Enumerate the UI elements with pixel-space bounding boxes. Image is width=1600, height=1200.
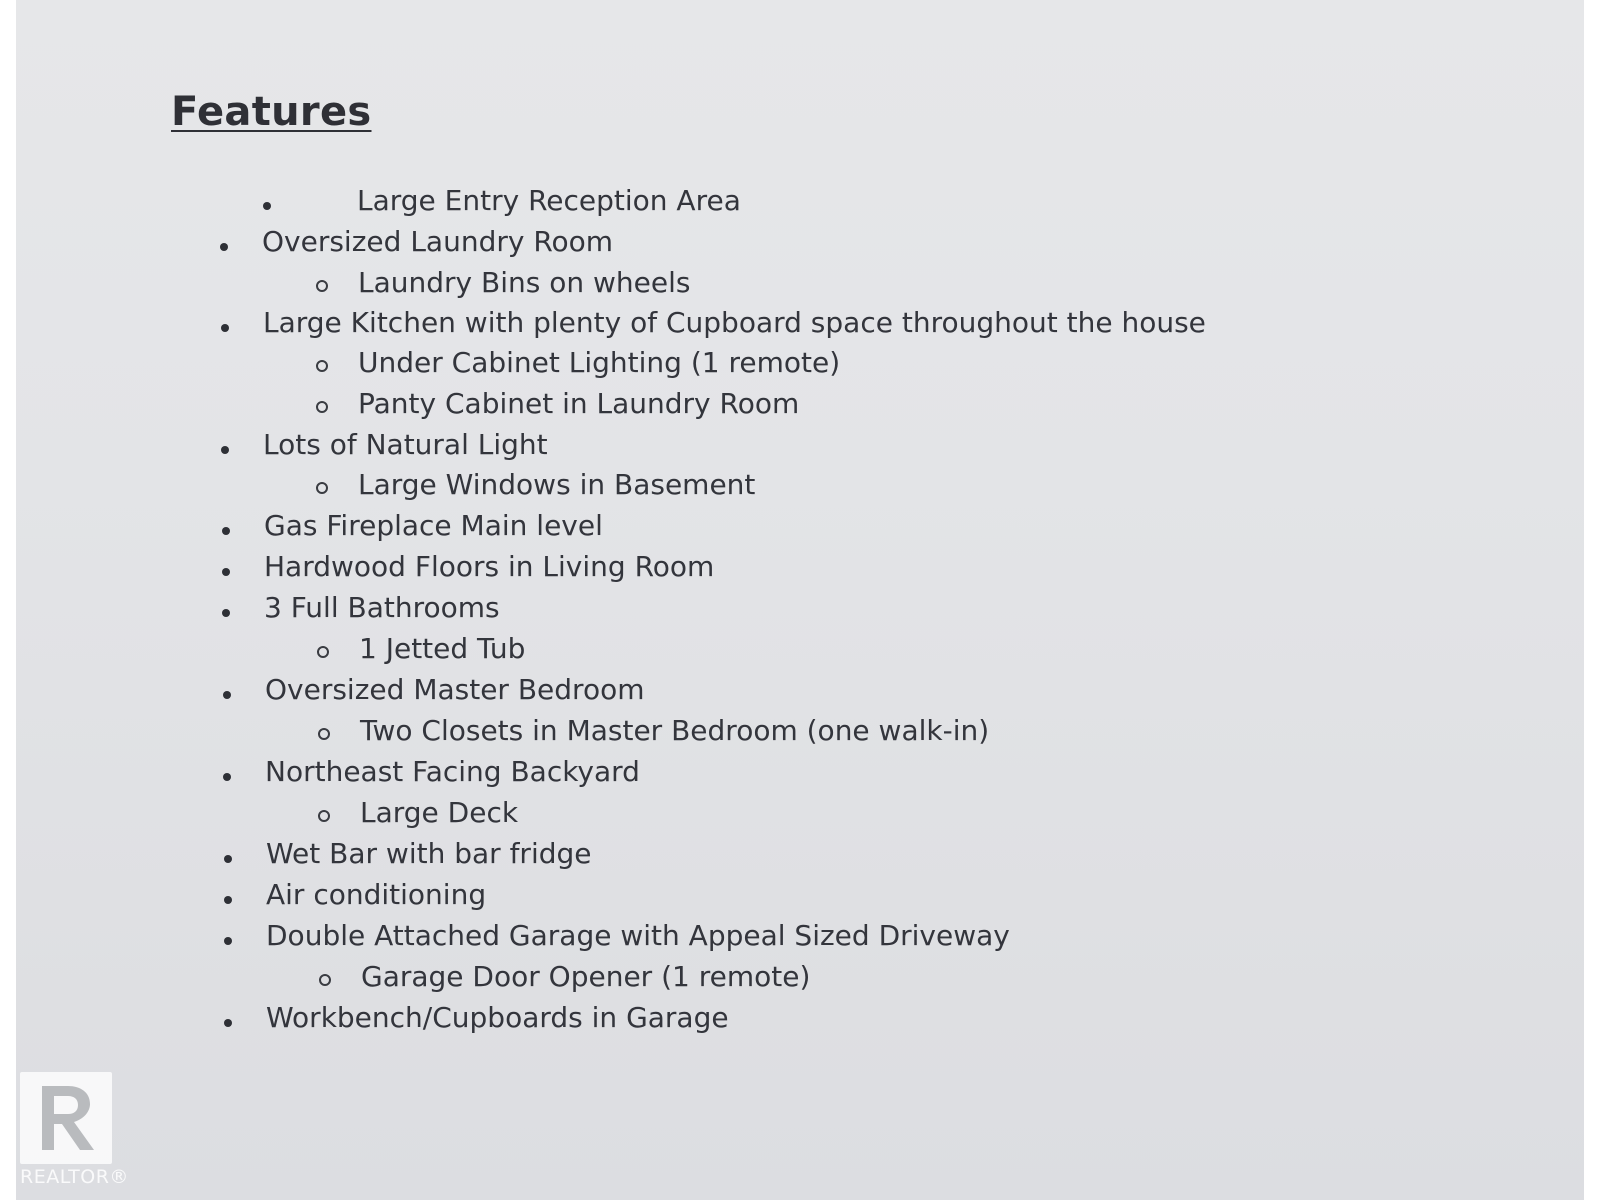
sub-list-item: [358, 467, 755, 503]
sub-list-item: [359, 631, 525, 667]
item-text: Double Attached Garage with Appeal Sized Driveway: [266, 919, 1010, 952]
bullet-icon: [224, 855, 232, 863]
item-text: Garage Door Opener (1 remote): [361, 960, 811, 993]
list-item: [263, 427, 548, 463]
item-text: Large Kitchen with plenty of Cupboard space throughout the house: [263, 306, 1206, 339]
list-item: [266, 918, 1010, 954]
sub-list-item: [358, 345, 840, 381]
item-text: 1 Jetted Tub: [359, 632, 526, 665]
item-text: Large Deck: [360, 796, 519, 829]
item-text: Large Windows in Basement: [358, 468, 756, 501]
document-photo: [16, 0, 1584, 1200]
bullet-icon: [263, 202, 271, 210]
item-text: Large Entry Reception Area: [357, 184, 741, 217]
item-text: Laundry Bins on wheels: [358, 266, 691, 299]
list-item: [266, 836, 592, 872]
bullet-icon: [224, 896, 232, 904]
bullet-icon: [222, 527, 230, 535]
features-list: [16, 0, 1584, 1200]
circle-bullet-icon: [318, 728, 330, 740]
list-item: [264, 508, 603, 544]
list-item: [265, 754, 640, 790]
list-item: [265, 672, 644, 708]
bullet-icon: [221, 446, 229, 454]
item-text: Workbench/Cupboards in Garage: [266, 1001, 729, 1034]
list-item: [357, 183, 741, 219]
sub-list-item: [358, 386, 799, 422]
item-text: Under Cabinet Lighting (1 remote): [358, 346, 841, 379]
bullet-icon: [223, 773, 231, 781]
list-item: [264, 549, 714, 585]
item-text: Panty Cabinet in Laundry Room: [358, 387, 800, 420]
list-item: [266, 1000, 729, 1036]
bullet-icon: [223, 691, 231, 699]
sub-list-item: [361, 959, 810, 995]
item-text: Oversized Laundry Room: [262, 225, 614, 258]
circle-bullet-icon: [319, 974, 331, 986]
circle-bullet-icon: [316, 401, 328, 413]
bullet-icon: [224, 937, 232, 945]
list-item: [264, 590, 500, 626]
item-text: Northeast Facing Backyard: [265, 755, 640, 788]
sub-list-item: [360, 713, 989, 749]
list-item: [263, 305, 1206, 341]
realtor-r-logo-icon: [32, 1082, 100, 1154]
item-text: Air conditioning: [266, 878, 487, 911]
sub-list-item: [358, 265, 690, 301]
item-text: Lots of Natural Light: [263, 428, 548, 461]
bullet-icon: [221, 324, 229, 332]
circle-bullet-icon: [316, 360, 328, 372]
circle-bullet-icon: [317, 646, 329, 658]
item-text: 3 Full Bathrooms: [264, 591, 500, 624]
circle-bullet-icon: [316, 280, 328, 292]
item-text: Hardwood Floors in Living Room: [264, 550, 715, 583]
item-text: Oversized Master Bedroom: [265, 673, 645, 706]
bullet-icon: [222, 609, 230, 617]
list-item: [266, 877, 486, 913]
bullet-icon: [220, 243, 228, 251]
item-text: Wet Bar with bar fridge: [266, 837, 592, 870]
realtor-wordmark: REALTOR®: [20, 1166, 129, 1188]
features-heading: Features: [171, 89, 372, 135]
bullet-icon: [222, 568, 230, 576]
bullet-icon: [224, 1019, 232, 1027]
circle-bullet-icon: [318, 810, 330, 822]
sub-list-item: [360, 795, 518, 831]
item-text: Gas Fireplace Main level: [264, 509, 603, 542]
item-text: Two Closets in Master Bedroom (one walk-in): [360, 714, 990, 747]
list-item: [262, 224, 613, 260]
circle-bullet-icon: [316, 482, 328, 494]
realtor-logo: [20, 1072, 112, 1164]
